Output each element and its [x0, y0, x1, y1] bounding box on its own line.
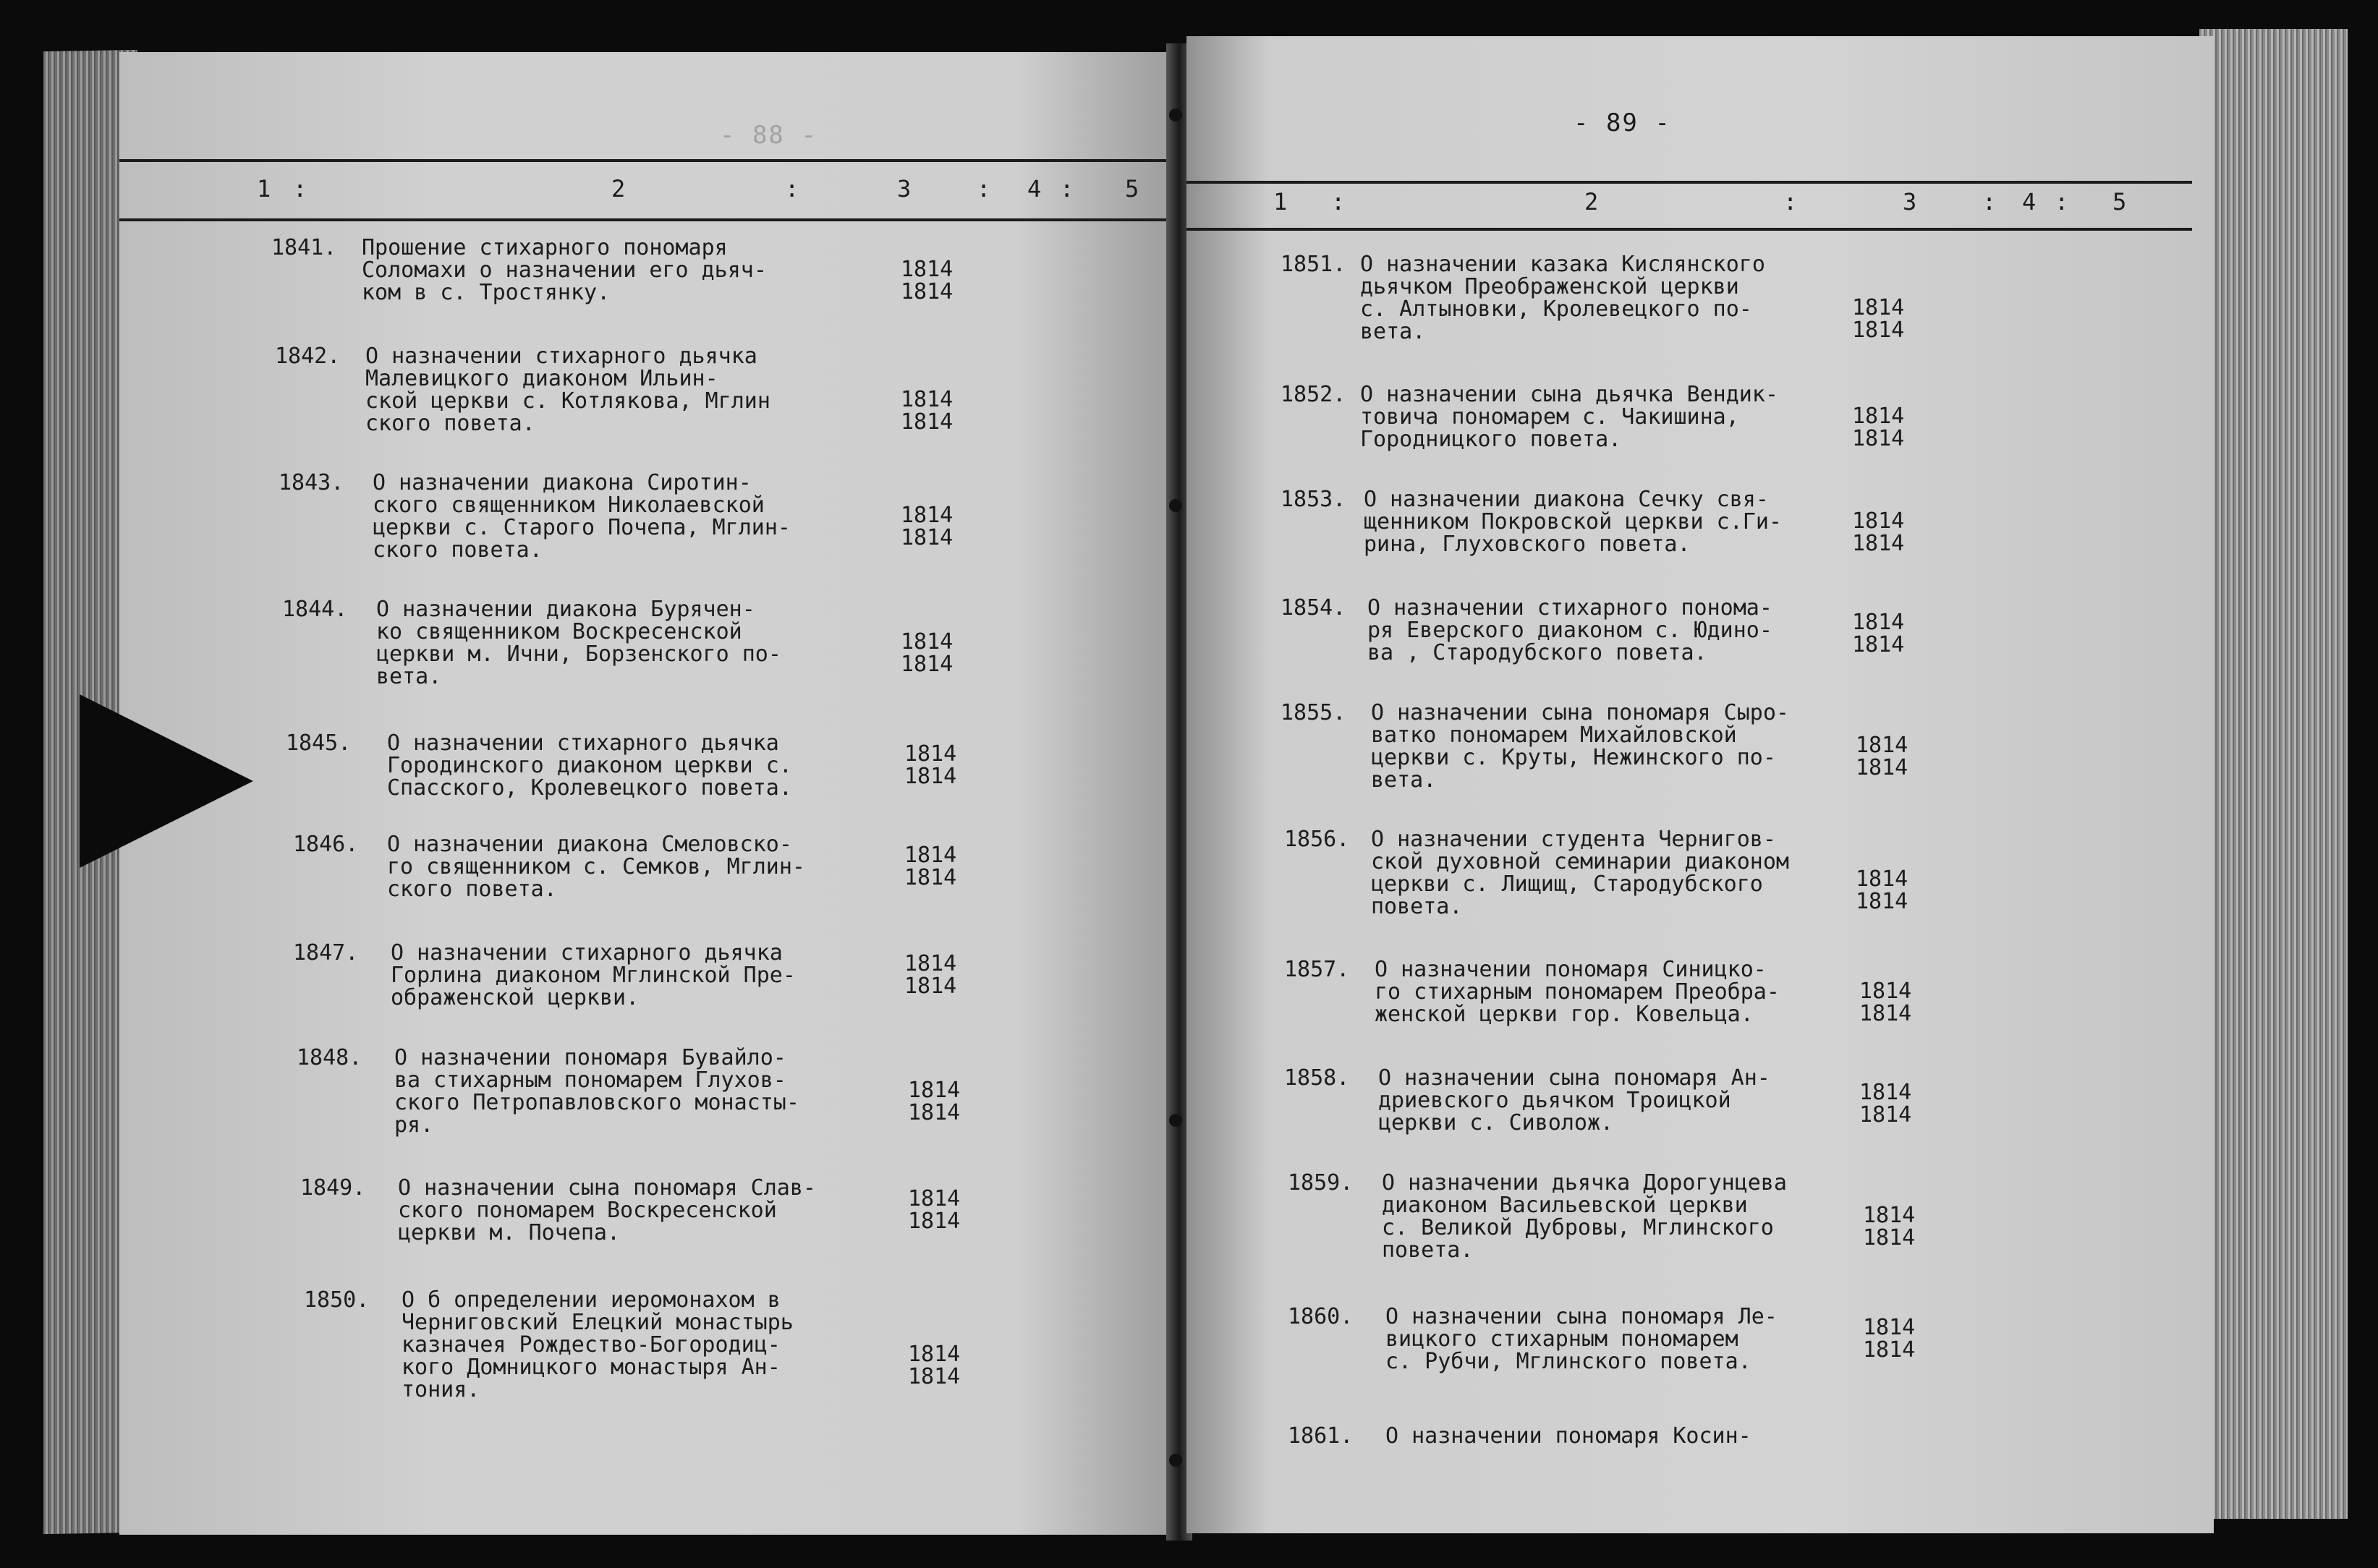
entry-number: 1858.: [1284, 1065, 1350, 1091]
left-col-head-1: 1: [257, 175, 271, 203]
entry-years: 1814 1814: [1852, 610, 1905, 657]
entry-years: 1814 1814: [1856, 866, 1908, 914]
right-col-head-5: 5: [2112, 188, 2127, 216]
entry-text: О назначении стихарного дьячка Горлина диаконом Мглинской Пре- ображенской церкви.: [391, 940, 796, 1010]
right-col-head-2: 2: [1584, 188, 1599, 216]
entry-text: О назначении диакона Бурячен- ко священником Воскресенской церкви м. Ични, Борзенского по- вета.: [376, 597, 781, 689]
entry-years: 1814 1814: [901, 387, 954, 435]
entry-text: О назначении пономаря Косин-: [1385, 1423, 1751, 1449]
right-col-head-3: 3: [1903, 188, 1917, 216]
entry-years: 1814 1814: [1852, 295, 1905, 343]
entry-number: 1852.: [1281, 382, 1346, 407]
entry-text: О назначении диакона Сечку свя- щенником Покровской церкви с.Ги- рина, Глуховского повета.: [1364, 487, 1782, 557]
entry-text: О назначении стихарного дьячка Городинского диаконом церкви с. Спасского, Кролевецкого повета.: [387, 730, 792, 801]
entry-text: О назначении диакона Сиротин- ского священником Николаевской церкви с. Старого Почепа, Мглин- ского повета.: [373, 470, 791, 563]
left-page: [119, 52, 1172, 1535]
right-col-head-4: 4: [2022, 188, 2037, 216]
entry-years: 1814 1814: [908, 1078, 961, 1125]
entry-years: 1814 1814: [901, 257, 954, 304]
entry-text: О б определении иеромонахом в Черниговский Елецкий монастырь казначея Рождество-Богородиц- кого Домницкого монастыря Ан- тония.: [402, 1287, 794, 1402]
binding-hole: [1169, 108, 1182, 122]
left-col-head-sep-1: :: [293, 175, 307, 203]
left-header-bottom-rule: [119, 218, 1172, 221]
binding-hole: [1169, 1454, 1182, 1467]
entry-number: 1846.: [293, 832, 359, 857]
entry-number: 1861.: [1288, 1423, 1354, 1449]
entry-text: О назначении пономаря Синицко- го стихарным пономарем Преобра- женской церкви гор. Ковельца.: [1375, 957, 1780, 1027]
entry-number: 1851.: [1281, 252, 1346, 277]
entry-number: 1854.: [1281, 595, 1346, 621]
left-col-head-sep-2: :: [785, 175, 799, 203]
right-col-head-sep-3: :: [1982, 188, 1997, 216]
entry-years: 1814 1814: [1852, 404, 1905, 451]
entry-number: 1850.: [304, 1287, 370, 1313]
entry-number: 1845.: [286, 730, 352, 756]
entry-years: 1814 1814: [1859, 1080, 1912, 1128]
entry-text: О назначении сына пономаря Сыро- ватко пономарем Михайловской церкви с. Круты, Нежинского по- вета.: [1371, 700, 1789, 793]
entry-number: 1844.: [282, 597, 348, 622]
left-col-head-sep-3: :: [977, 175, 991, 203]
entry-text: О назначении казака Кислянского дьячком Преображенской церкви с. Алтыновки, Кролевецкого по- вета.: [1360, 252, 1765, 344]
right-col-head-sep-4: :: [2055, 188, 2069, 216]
entry-text: О назначении сына пономаря Слав- ского пономарем Воскресенской церкви м. Почепа.: [398, 1175, 816, 1245]
left-col-head-2: 2: [611, 175, 626, 203]
left-page-number: - 88 -: [720, 121, 818, 150]
entry-number: 1859.: [1288, 1170, 1354, 1196]
left-header-top-rule: [119, 159, 1172, 162]
entry-years: 1814 1814: [1852, 508, 1905, 556]
entry-text: О назначении дьячка Дорогунцева диаконом Васильевской церкви с. Великой Дубровы, Мглинского повета.: [1382, 1170, 1787, 1263]
entry-number: 1842.: [275, 344, 341, 369]
entry-number: 1857.: [1284, 957, 1350, 982]
right-col-head-sep-1: :: [1331, 188, 1346, 216]
entry-years: 1814 1814: [1856, 733, 1908, 780]
entry-text: О назначении студента Чернигов- ской духовной семинарии диаконом церкви с. Лищищ, Стародубского повета.: [1371, 827, 1789, 919]
left-col-head-3: 3: [897, 175, 912, 203]
entry-number: 1860.: [1288, 1304, 1354, 1329]
left-col-head-5: 5: [1125, 175, 1139, 203]
entry-text: О назначении диакона Смеловско- го священником с. Семков, Мглин- ского повета.: [387, 832, 805, 902]
entry-number: 1849.: [300, 1175, 366, 1201]
entry-text: О назначении пономаря Бувайло- ва стихарным пономарем Глухов- ского Петропавловского монасты- ря.: [394, 1045, 799, 1138]
right-header-bottom-rule: [1186, 228, 2192, 231]
right-col-head-sep-2: :: [1783, 188, 1798, 216]
entry-years: 1814 1814: [908, 1342, 961, 1389]
entry-number: 1853.: [1281, 487, 1346, 512]
right-page-number: - 89 -: [1574, 108, 1671, 137]
right-page-stack: [2199, 29, 2348, 1519]
entry-number: 1848.: [297, 1045, 362, 1070]
entry-years: 1814 1814: [908, 1186, 961, 1234]
entry-text: О назначении сына пономаря Ан- дриевского дьячком Троицкой церкви с. Сиволож.: [1378, 1065, 1770, 1135]
left-col-head-sep-4: :: [1060, 175, 1074, 203]
torn-page-edge: [80, 694, 253, 868]
entry-years: 1814 1814: [904, 951, 957, 999]
right-col-head-1: 1: [1273, 188, 1288, 216]
entry-years: 1814 1814: [904, 741, 957, 789]
entry-years: 1814 1814: [1859, 979, 1912, 1026]
entry-years: 1814 1814: [1863, 1203, 1916, 1250]
left-col-head-4: 4: [1027, 175, 1042, 203]
right-page: [1186, 36, 2214, 1533]
entry-years: 1814 1814: [901, 629, 954, 677]
entry-number: 1856.: [1284, 827, 1350, 852]
entry-text: О назначении стихарного понома- ря Еверского диаконом с. Юдино- ва , Стародубского повета.: [1367, 595, 1772, 665]
entry-years: 1814 1814: [1863, 1315, 1916, 1363]
binding-hole: [1169, 1114, 1182, 1127]
entry-text: О назначении сына пономаря Ле- вицкого стихарным пономарем с. Рубчи, Мглинского повета.: [1385, 1304, 1778, 1374]
entry-number: 1841.: [271, 235, 337, 260]
entry-number: 1855.: [1281, 700, 1346, 725]
entry-number: 1843.: [279, 470, 344, 495]
entry-years: 1814 1814: [904, 843, 957, 890]
entry-text: Прошение стихарного пономаря Соломахи о назначении его дьяч- ком в с. Тростянку.: [362, 235, 767, 305]
binding-hole: [1169, 499, 1182, 512]
entry-text: О назначении сына дьячка Вендик- товича пономарем с. Чакишина, Городницкого повета.: [1360, 382, 1778, 452]
right-header-top-rule: [1186, 181, 2192, 184]
entry-number: 1847.: [293, 940, 359, 966]
entry-years: 1814 1814: [901, 503, 954, 550]
entry-text: О назначении стихарного дьячка Малевицкого диаконом Ильин- ской церкви с. Котлякова, Мглин ского повета.: [365, 344, 770, 436]
